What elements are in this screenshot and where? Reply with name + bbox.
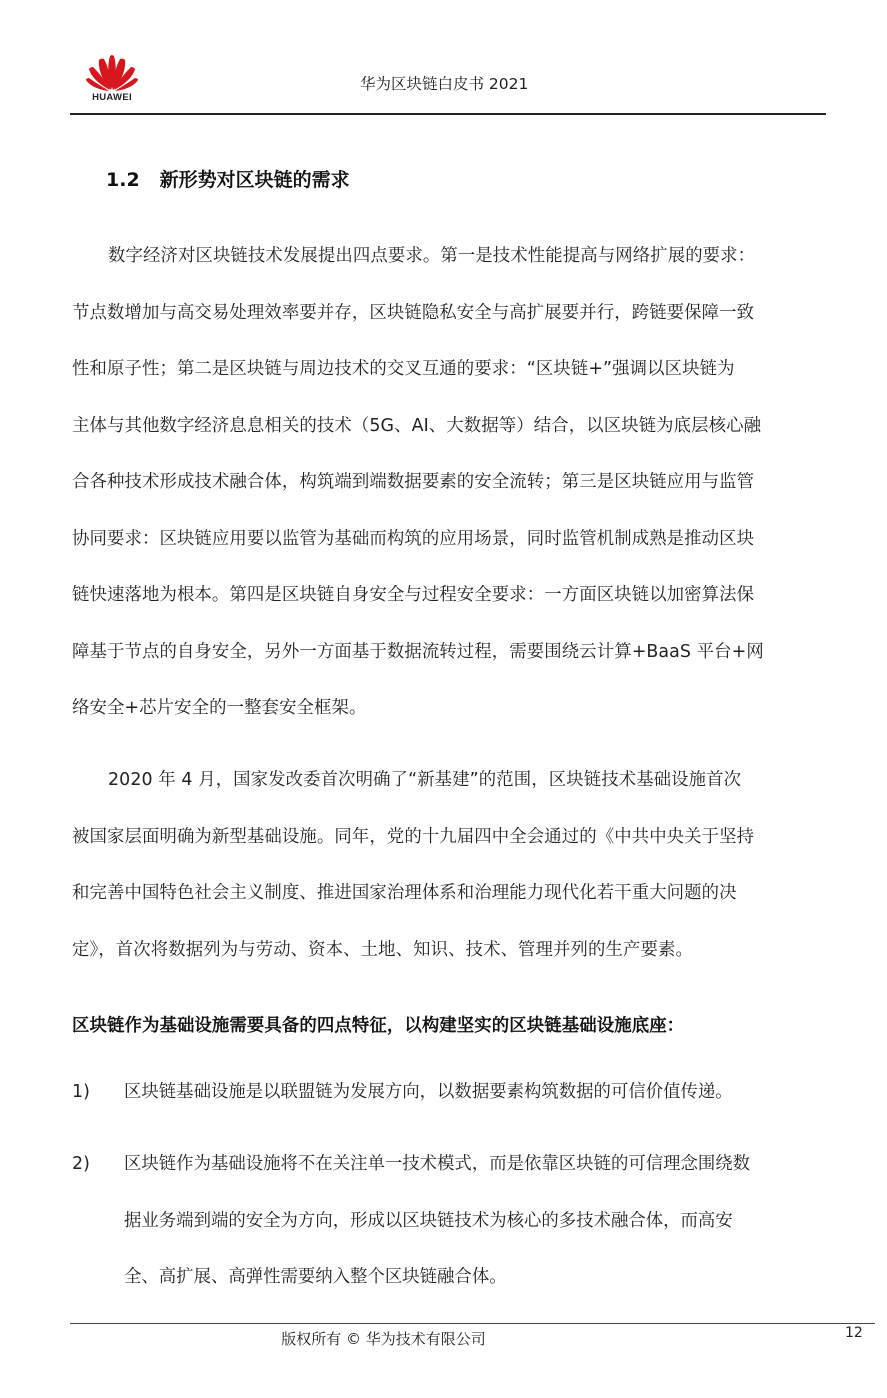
text-line: 性和原子性；第二是区块链与周边技术的交叉互通的要求：“区块链+”强调以区块链为 xyxy=(72,359,735,379)
huawei-petals-icon xyxy=(84,52,140,92)
text-line: 障基于节点的自身安全，另外一方面基于数据流转过程，需要围绕云计算+BaaS 平台+网 xyxy=(72,641,764,662)
bold-statement xyxy=(72,998,827,1055)
text-line: 节点数增加与高交易处理效率要并存，区块链隐私安全与高扩展要并行，跨链要保障一致 xyxy=(72,302,755,323)
section-number: 1.2 xyxy=(106,169,140,191)
text-line: 数字经济对区块链技术发展提出四点要求。第一是技术性能提高与网络扩展的要求： xyxy=(108,246,756,266)
logo-wordmark: HUAWEI xyxy=(92,92,132,103)
page-header xyxy=(70,40,826,115)
text-line: 定》，首次将数据列为与劳动、资本、土地、知识、技术、管理并列的生产要素。 xyxy=(72,939,693,960)
list-body xyxy=(124,1136,834,1306)
list-item-2 xyxy=(72,1136,827,1306)
text-line: 区块链作为基础设施需要具备的四点特征，以构建坚实的区块链基础设施底座： xyxy=(72,1016,685,1036)
text-line: 2020 年 4 月，国家发改委首次明确了“新基建”的范围，区块链技术基础设施首次 xyxy=(108,770,742,790)
section-title-text: 新形势对区块链的需求 xyxy=(159,169,350,191)
list-item-1 xyxy=(72,1064,827,1120)
list-body xyxy=(124,1064,834,1121)
text-line: 和完善中国特色社会主义制度、推进国家治理体系和治理能力现代化若干重大问题的决 xyxy=(72,883,737,903)
paragraph-new-infrastructure xyxy=(72,752,827,978)
paragraph-digital-economy xyxy=(72,228,827,737)
text-line: 据业务端到端的安全为方向，形成以区块链技术为核心的多技术融合体，而高安 xyxy=(124,1210,733,1231)
section-heading xyxy=(106,165,350,192)
text-line: 络安全+芯片安全的一整套安全框架。 xyxy=(72,698,367,718)
list-number: 1) xyxy=(72,1082,90,1102)
copyright-text: 版权所有 © 华为技术有限公司 xyxy=(281,1330,486,1348)
page-number: 12 xyxy=(845,1325,863,1341)
text-line: 链快速落地为根本。第四是区块链自身安全与过程安全要求：一方面区块链以加密算法保 xyxy=(72,585,755,605)
huawei-logo xyxy=(82,52,142,114)
footer-divider xyxy=(70,1323,875,1324)
text-line: 区块链基础设施是以联盟链为发展方向，以数据要素构筑数据的可信价值传递。 xyxy=(124,1082,733,1102)
list-number: 2) xyxy=(72,1154,90,1174)
document-title: 华为区块链白皮书 2021 xyxy=(360,75,529,93)
header-divider xyxy=(70,113,826,115)
text-line: 被国家层面明确为新型基础设施。同年，党的十九届四中全会通过的《中共中央关于坚持 xyxy=(72,826,755,847)
text-line: 主体与其他数字经济息息相关的技术（5G、AI、大数据等）结合，以区块链为底层核心融 xyxy=(72,415,762,436)
text-line: 协同要求：区块链应用要以监管为基础而构筑的应用场景，同时监管机制成熟是推动区块 xyxy=(72,528,755,549)
text-line: 合各种技术形成技术融合体，构筑端到端数据要素的安全流转；第三是区块链应用与监管 xyxy=(72,472,755,492)
page-footer xyxy=(0,1328,887,1349)
text-line: 区块链作为基础设施将不在关注单一技术模式，而是依靠区块链的可信理念围绕数 xyxy=(124,1154,751,1174)
text-line: 全、高扩展、高弹性需要纳入整个区块链融合体。 xyxy=(124,1267,507,1287)
